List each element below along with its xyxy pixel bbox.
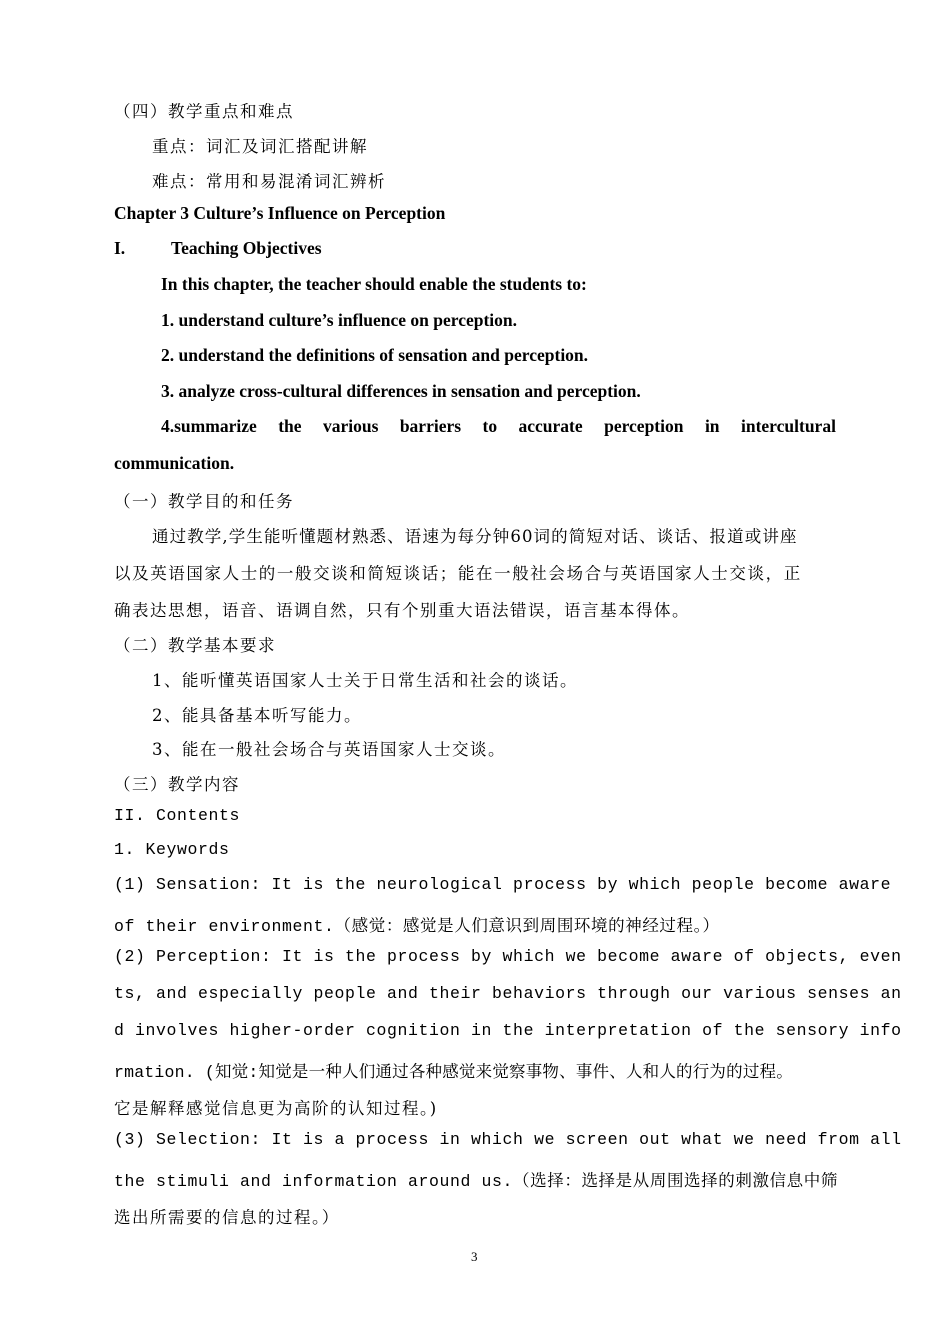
objective-4-word: various [322,416,379,436]
chapter-title: Chapter 3 Culture’s Influence on Perception [114,203,446,223]
page-number: 3 [471,1249,478,1264]
keywords-heading: 1. Keywords [114,840,230,859]
objective-4-word: barriers [399,416,462,436]
objectives-number: I. [114,238,126,258]
keyword-sensation-line: of their environment.（感觉：感觉是人们意识到周围环境的神经过程。） [114,917,720,936]
objective-4-word: the [278,416,302,436]
section-1-paragraph-line: 通过教学,学生能听懂题材熟悉、语速为每分钟60词的简短对话、谈话、报道或讲座 [152,527,798,546]
requirement-2: 2、能具备基本听写能力。 [152,706,362,725]
objective-4-continued: communication. [114,453,235,473]
keyword-perception-line: rmation. (知觉:知觉是一种人们通过各种感觉来觉察事物、事件、人和人的行为的过程。 [114,1063,793,1082]
requirement-3: 3、能在一般社会场合与英语国家人士交谈。 [152,740,506,759]
difficulties-line: 难点：常用和易混淆词汇辨析 [152,172,386,191]
keyword-perception-line: (2) Perception: It is the process by which we become aware of objects, even [114,947,902,966]
objective-4-word: to [482,416,498,436]
objective-3: 3. analyze cross-cultural differences in sensation and perception. [161,381,641,401]
section-1-paragraph-line: 确表达思想，语音、语调自然，只有个别重大语法错误，语言基本得体。 [114,601,690,620]
objective-4-word: in [704,416,720,436]
key-points-line: 重点：词汇及词汇搭配讲解 [152,137,368,156]
keyword-perception-line: d involves higher-order cognition in the interpretation of the sensory info [114,1021,902,1040]
section-1-paragraph-line: 以及英语国家人士的一般交谈和简短谈话；能在一般社会场合与英语国家人士交谈，正 [114,564,802,583]
objectives-intro: In this chapter, the teacher should enable the students to: [161,274,587,294]
objective-1: 1. understand culture’s influence on perception. [161,310,518,330]
objective-4-word: perception [604,416,684,436]
keyword-sensation-line: (1) Sensation: It is the neurological process by which people become aware [114,875,892,894]
section-2-heading: （二）教学基本要求 [114,636,276,655]
section-3-heading: （三）教学内容 [114,775,240,794]
contents-heading: II. Contents [114,806,241,825]
section-1-heading: （一）教学目的和任务 [114,492,294,511]
keyword-selection-line: 选出所需要的信息的过程。） [114,1208,340,1227]
objective-4 [161,416,836,437]
objective-4-word: intercultural [740,416,836,436]
objective-4-word: 4.summarize [161,416,257,436]
requirement-1: 1、能听懂英语国家人士关于日常生活和社会的谈话。 [152,671,578,690]
objective-2: 2. understand the definitions of sensation and perception. [161,345,589,365]
keyword-perception-line: ts, and especially people and their behaviors through our various senses an [114,984,902,1003]
objective-4-word: accurate [518,416,583,436]
keyword-perception-line: 它是解释感觉信息更为高阶的认知过程。) [114,1099,438,1118]
section-4-heading: （四）教学重点和难点 [114,102,294,121]
objectives-title: Teaching Objectives [171,238,322,258]
keyword-selection-line: (3) Selection: It is a process in which we screen out what we need from all [114,1130,902,1149]
keyword-selection-line: the stimuli and information around us.（选择：选择是从周围选择的刺激信息中筛 [114,1172,838,1191]
